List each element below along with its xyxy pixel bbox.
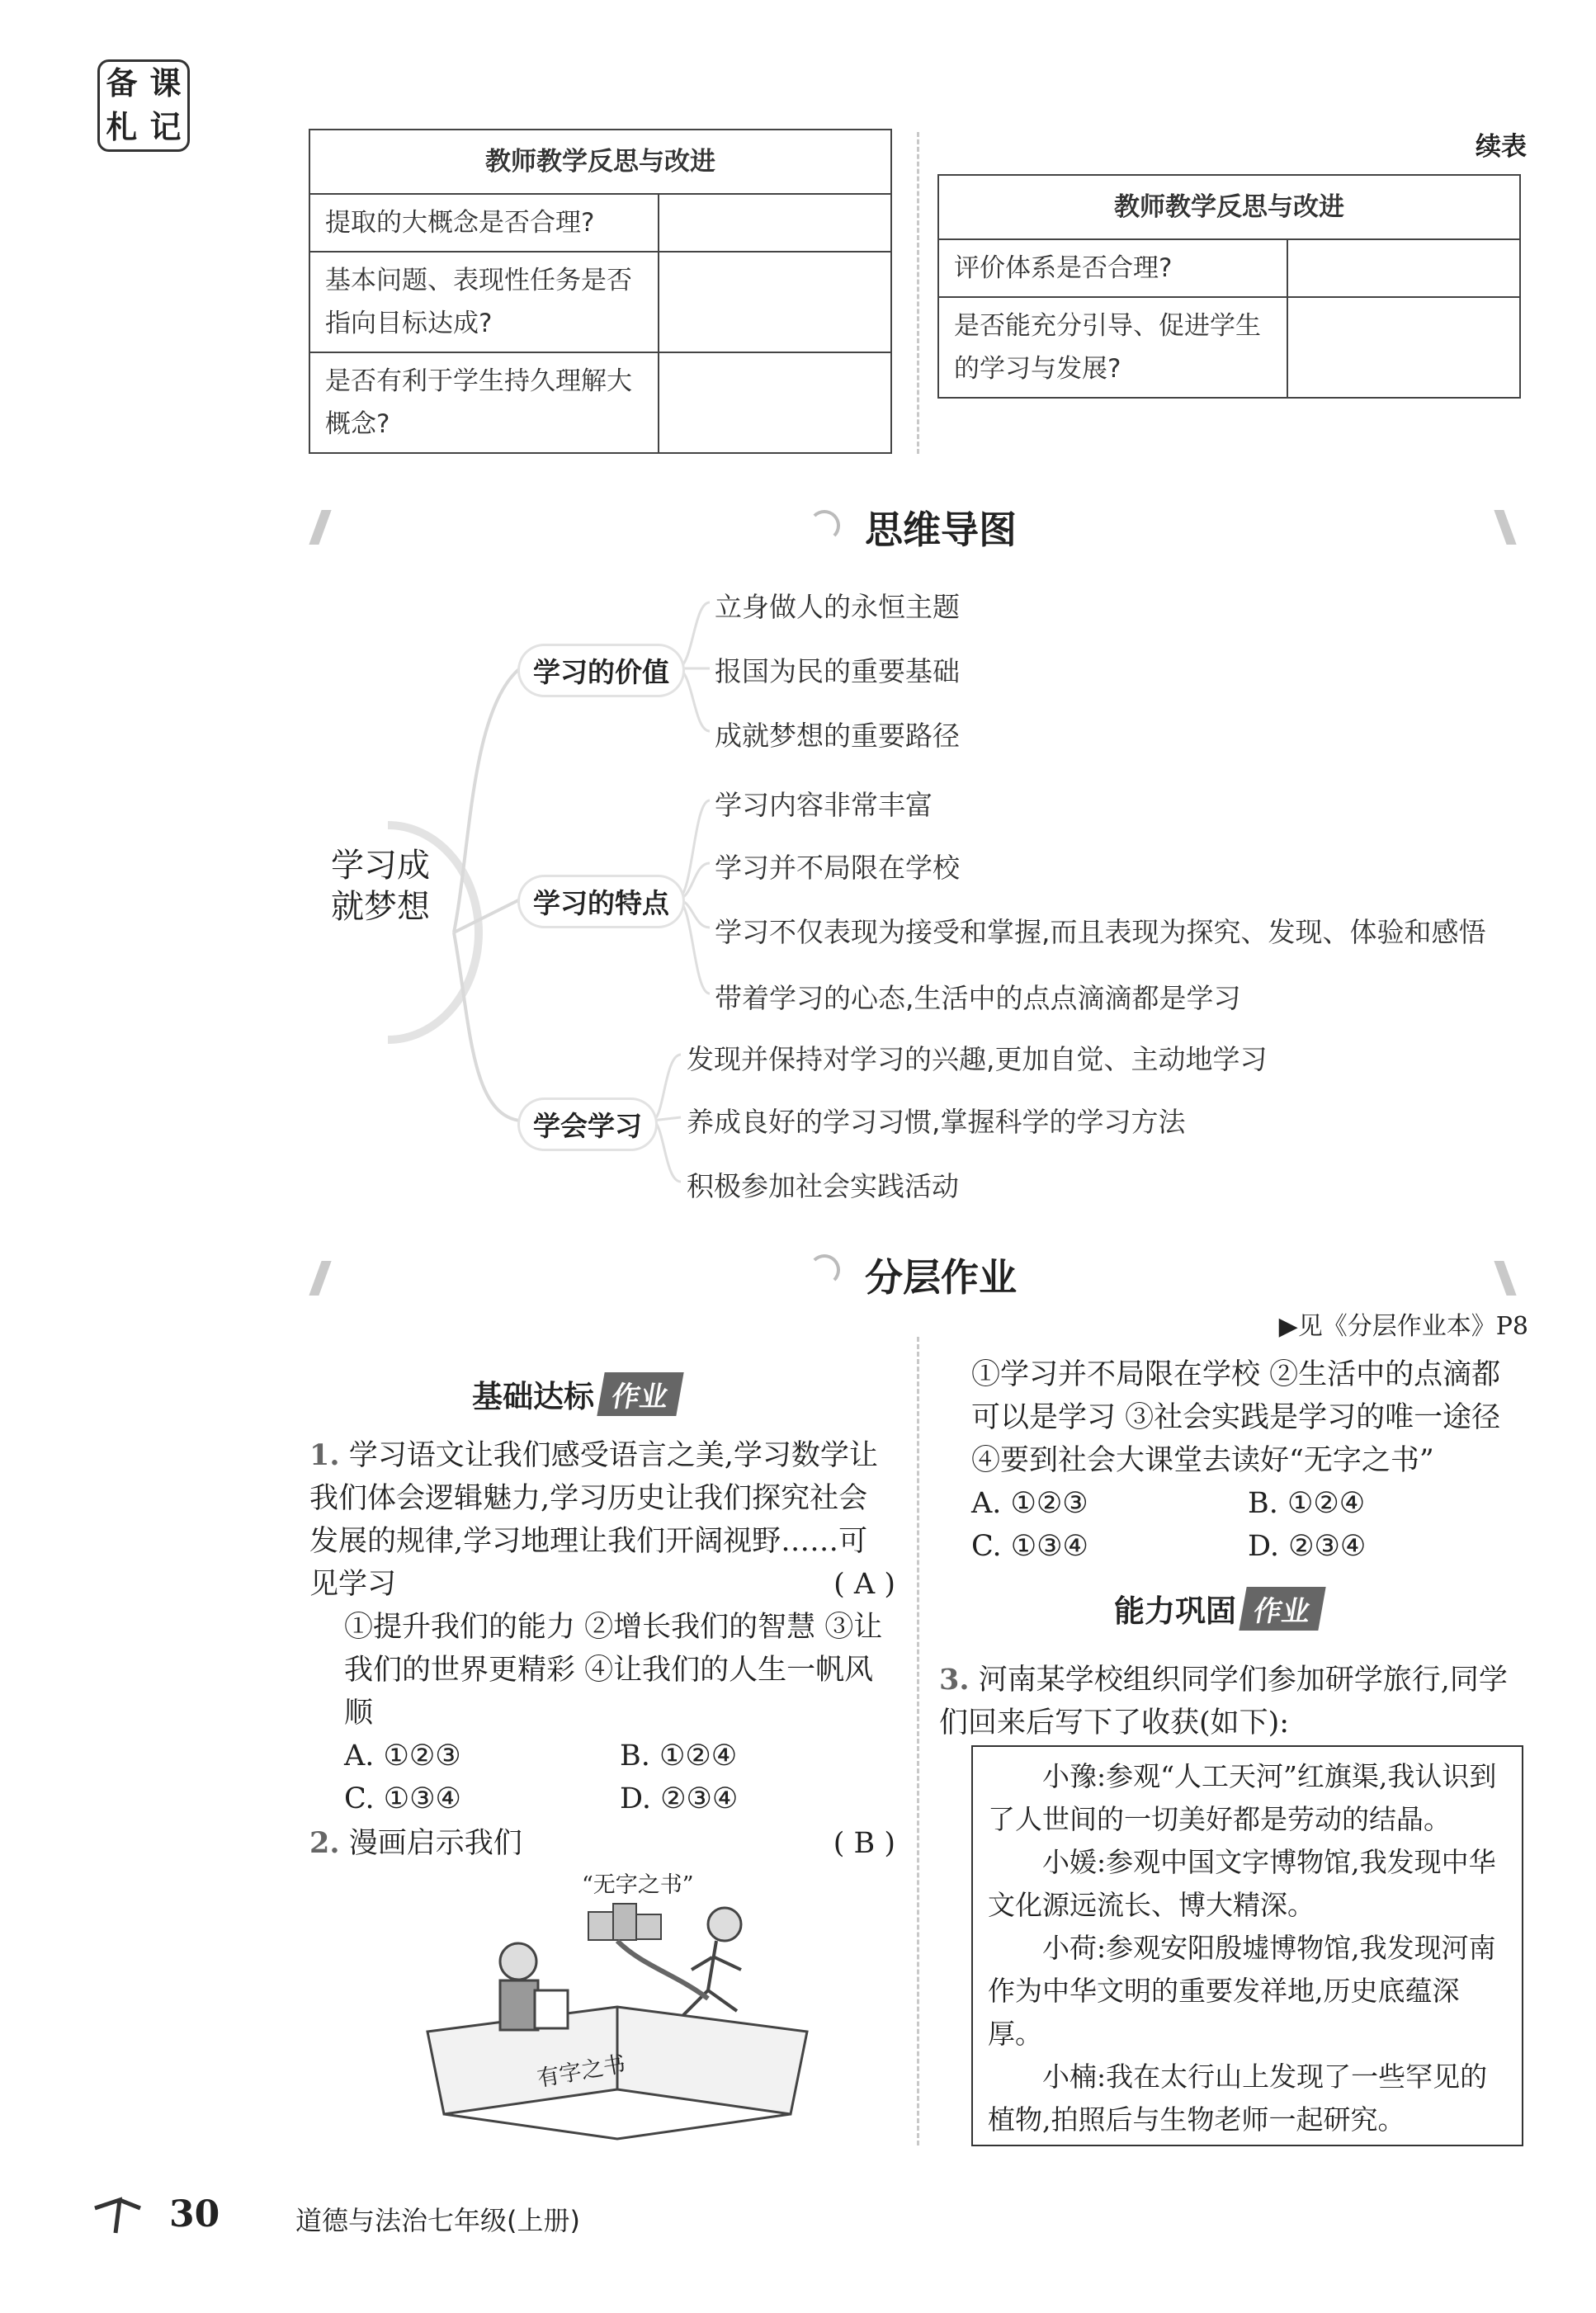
option-c: C. ①③④ [344, 1782, 461, 1815]
mindmap-leaf: 学习不仅表现为接受和掌握,而且表现为探究、发现、体验和感悟 [715, 916, 1486, 948]
mindmap-leaf: 养成良好的学习习惯,掌握科学的学习方法 [687, 1106, 1186, 1138]
column-divider [917, 1337, 919, 2145]
question-2 [309, 1822, 895, 1865]
mindmap-title: 思维导图 [865, 507, 1017, 552]
mindmap-leaf: 积极参加社会实践活动 [687, 1170, 959, 1202]
option-d: D. ②③④ [1248, 1530, 1367, 1563]
basic-level-heading [472, 1371, 680, 1416]
quote: 小荷:参观安阳殷墟博物馆,我发现河南作为中华文明的重要发祥地,历史底蕴深厚。 [988, 1932, 1496, 2050]
decor-slash [1494, 510, 1516, 545]
table-cell: 基本问题、表现性任务是否指向目标达成? [309, 252, 659, 352]
stamp-char: 札 [106, 109, 138, 145]
advanced-level-heading [1114, 1586, 1322, 1631]
page-number: 30 [169, 2193, 220, 2235]
option-a: A. ①②③ [344, 1739, 461, 1773]
question-number: 1. [309, 1438, 340, 1472]
option-c: C. ①③④ [971, 1530, 1088, 1563]
table-header: 教师教学反思与改进 [938, 175, 1520, 239]
cartoon-illustration [411, 1867, 840, 2147]
answer-cell [659, 352, 891, 453]
mindmap-branch: 学习的价值 [520, 646, 682, 695]
advanced-label: 能力巩固 [1114, 1593, 1236, 1629]
stamp-char: 课 [149, 65, 182, 101]
study-tour-quotes [971, 1745, 1523, 2146]
question-statements: ①提升我们的能力 ②增长我们的智慧 ③让我们的世界更精彩 ④让我们的人生一帆风顺 [344, 1611, 883, 1730]
question-number: 3. [939, 1663, 970, 1697]
table-cell: 是否能充分引导、促进学生的学习与发展? [938, 297, 1287, 398]
mindmap-leaf: 学习并不局限在学校 [715, 852, 960, 884]
column-divider [917, 132, 919, 454]
option-b: B. ①②④ [620, 1739, 738, 1773]
homework-title: 分层作业 [865, 1255, 1017, 1300]
quote: 小媛:参观中国文字博物馆,我发现中华文化源远流长、博大精深。 [988, 1846, 1496, 1921]
continued-label: 续表 [1476, 132, 1527, 162]
advanced-tag: 作业 [1239, 1587, 1325, 1631]
mindmap-leaf: 带着学习的心态,生活中的点点滴滴都是学习 [715, 982, 1241, 1014]
table-cell: 提取的大概念是否合理? [309, 194, 659, 252]
table-cell: 评价体系是否合理? [938, 239, 1287, 297]
table-cell: 是否有利于学生持久理解大概念? [309, 352, 659, 453]
mindmap-leaf: 发现并保持对学习的兴趣,更加自觉、主动地学习 [687, 1043, 1268, 1075]
basic-label: 基础达标 [472, 1379, 594, 1414]
question-answer: ( A ) [833, 1568, 895, 1601]
table-header: 教师教学反思与改进 [309, 130, 891, 194]
mindmap-icon [809, 510, 840, 541]
mindmap-leaf: 学习内容非常丰富 [715, 789, 933, 821]
homework-reference: ▶见《分层作业本》P8 [1278, 1312, 1528, 1341]
lesson-notes-stamp [97, 59, 190, 152]
book-title: 道德与法治七年级(上册) [295, 2205, 580, 2236]
question-1 [309, 1434, 895, 1820]
question-stem: 河南某学校组织同学们参加研学旅行,同学们回来后写下了收获(如下): [939, 1664, 1508, 1739]
cartoon-caption-book: 有字之书 [535, 2051, 628, 2093]
question-statements: ①学习并不局限在学校 ②生活中的点滴都可以是学习 ③社会实践是学习的唯一途径 ④要到社会大课堂去读好“无字之书” [971, 1358, 1501, 1477]
question-answer: ( B ) [833, 1827, 895, 1860]
mindmap-leaf: 报国为民的重要基础 [715, 655, 960, 687]
decor-slash [1494, 1261, 1516, 1296]
option-b: B. ①②④ [1248, 1487, 1366, 1520]
answer-cell [659, 194, 891, 252]
homework-icon [809, 1254, 840, 1286]
decor-slash [309, 1261, 331, 1296]
reflection-table-left [309, 129, 892, 454]
option-a: A. ①②③ [971, 1487, 1088, 1520]
stamp-char: 备 [106, 65, 138, 101]
question-stem: 漫画启示我们 [348, 1827, 522, 1860]
decor-slash [309, 510, 331, 545]
question-number: 2. [309, 1826, 340, 1860]
mindmap-root: 学习成就梦想 [331, 847, 430, 926]
cartoon-caption-top: “无字之书” [582, 1872, 694, 1898]
question-3 [939, 1659, 1525, 1744]
answer-cell [1287, 239, 1520, 297]
mindmap-branch: 学会学习 [520, 1100, 655, 1149]
quote: 小豫:参观“人工天河”红旗渠,我认识到了人世间的一切美好都是劳动的结晶。 [988, 1760, 1497, 1835]
footer-leaf-icon [91, 2192, 149, 2236]
question-2-continued [971, 1353, 1524, 1568]
option-d: D. ②③④ [620, 1782, 739, 1815]
question-stem: 学习语文让我们感受语言之美,学习数学让我们体会逻辑魅力,学习历史让我们探究社会发展的规律,学习地理让我们开阔视野……可见学习 [309, 1439, 878, 1601]
reflection-table-right [937, 174, 1521, 399]
basic-tag: 作业 [597, 1372, 683, 1416]
mindmap-leaf: 立身做人的永恒主题 [715, 591, 960, 623]
stamp-char: 记 [149, 109, 182, 145]
quote: 小楠:我在太行山上发现了一些罕见的植物,拍照后与生物老师一起研究。 [988, 2060, 1488, 2136]
answer-cell [659, 252, 891, 352]
mindmap-branch: 学习的特点 [520, 877, 682, 926]
mindmap-leaf: 成就梦想的重要路径 [715, 720, 960, 752]
answer-cell [1287, 297, 1520, 398]
